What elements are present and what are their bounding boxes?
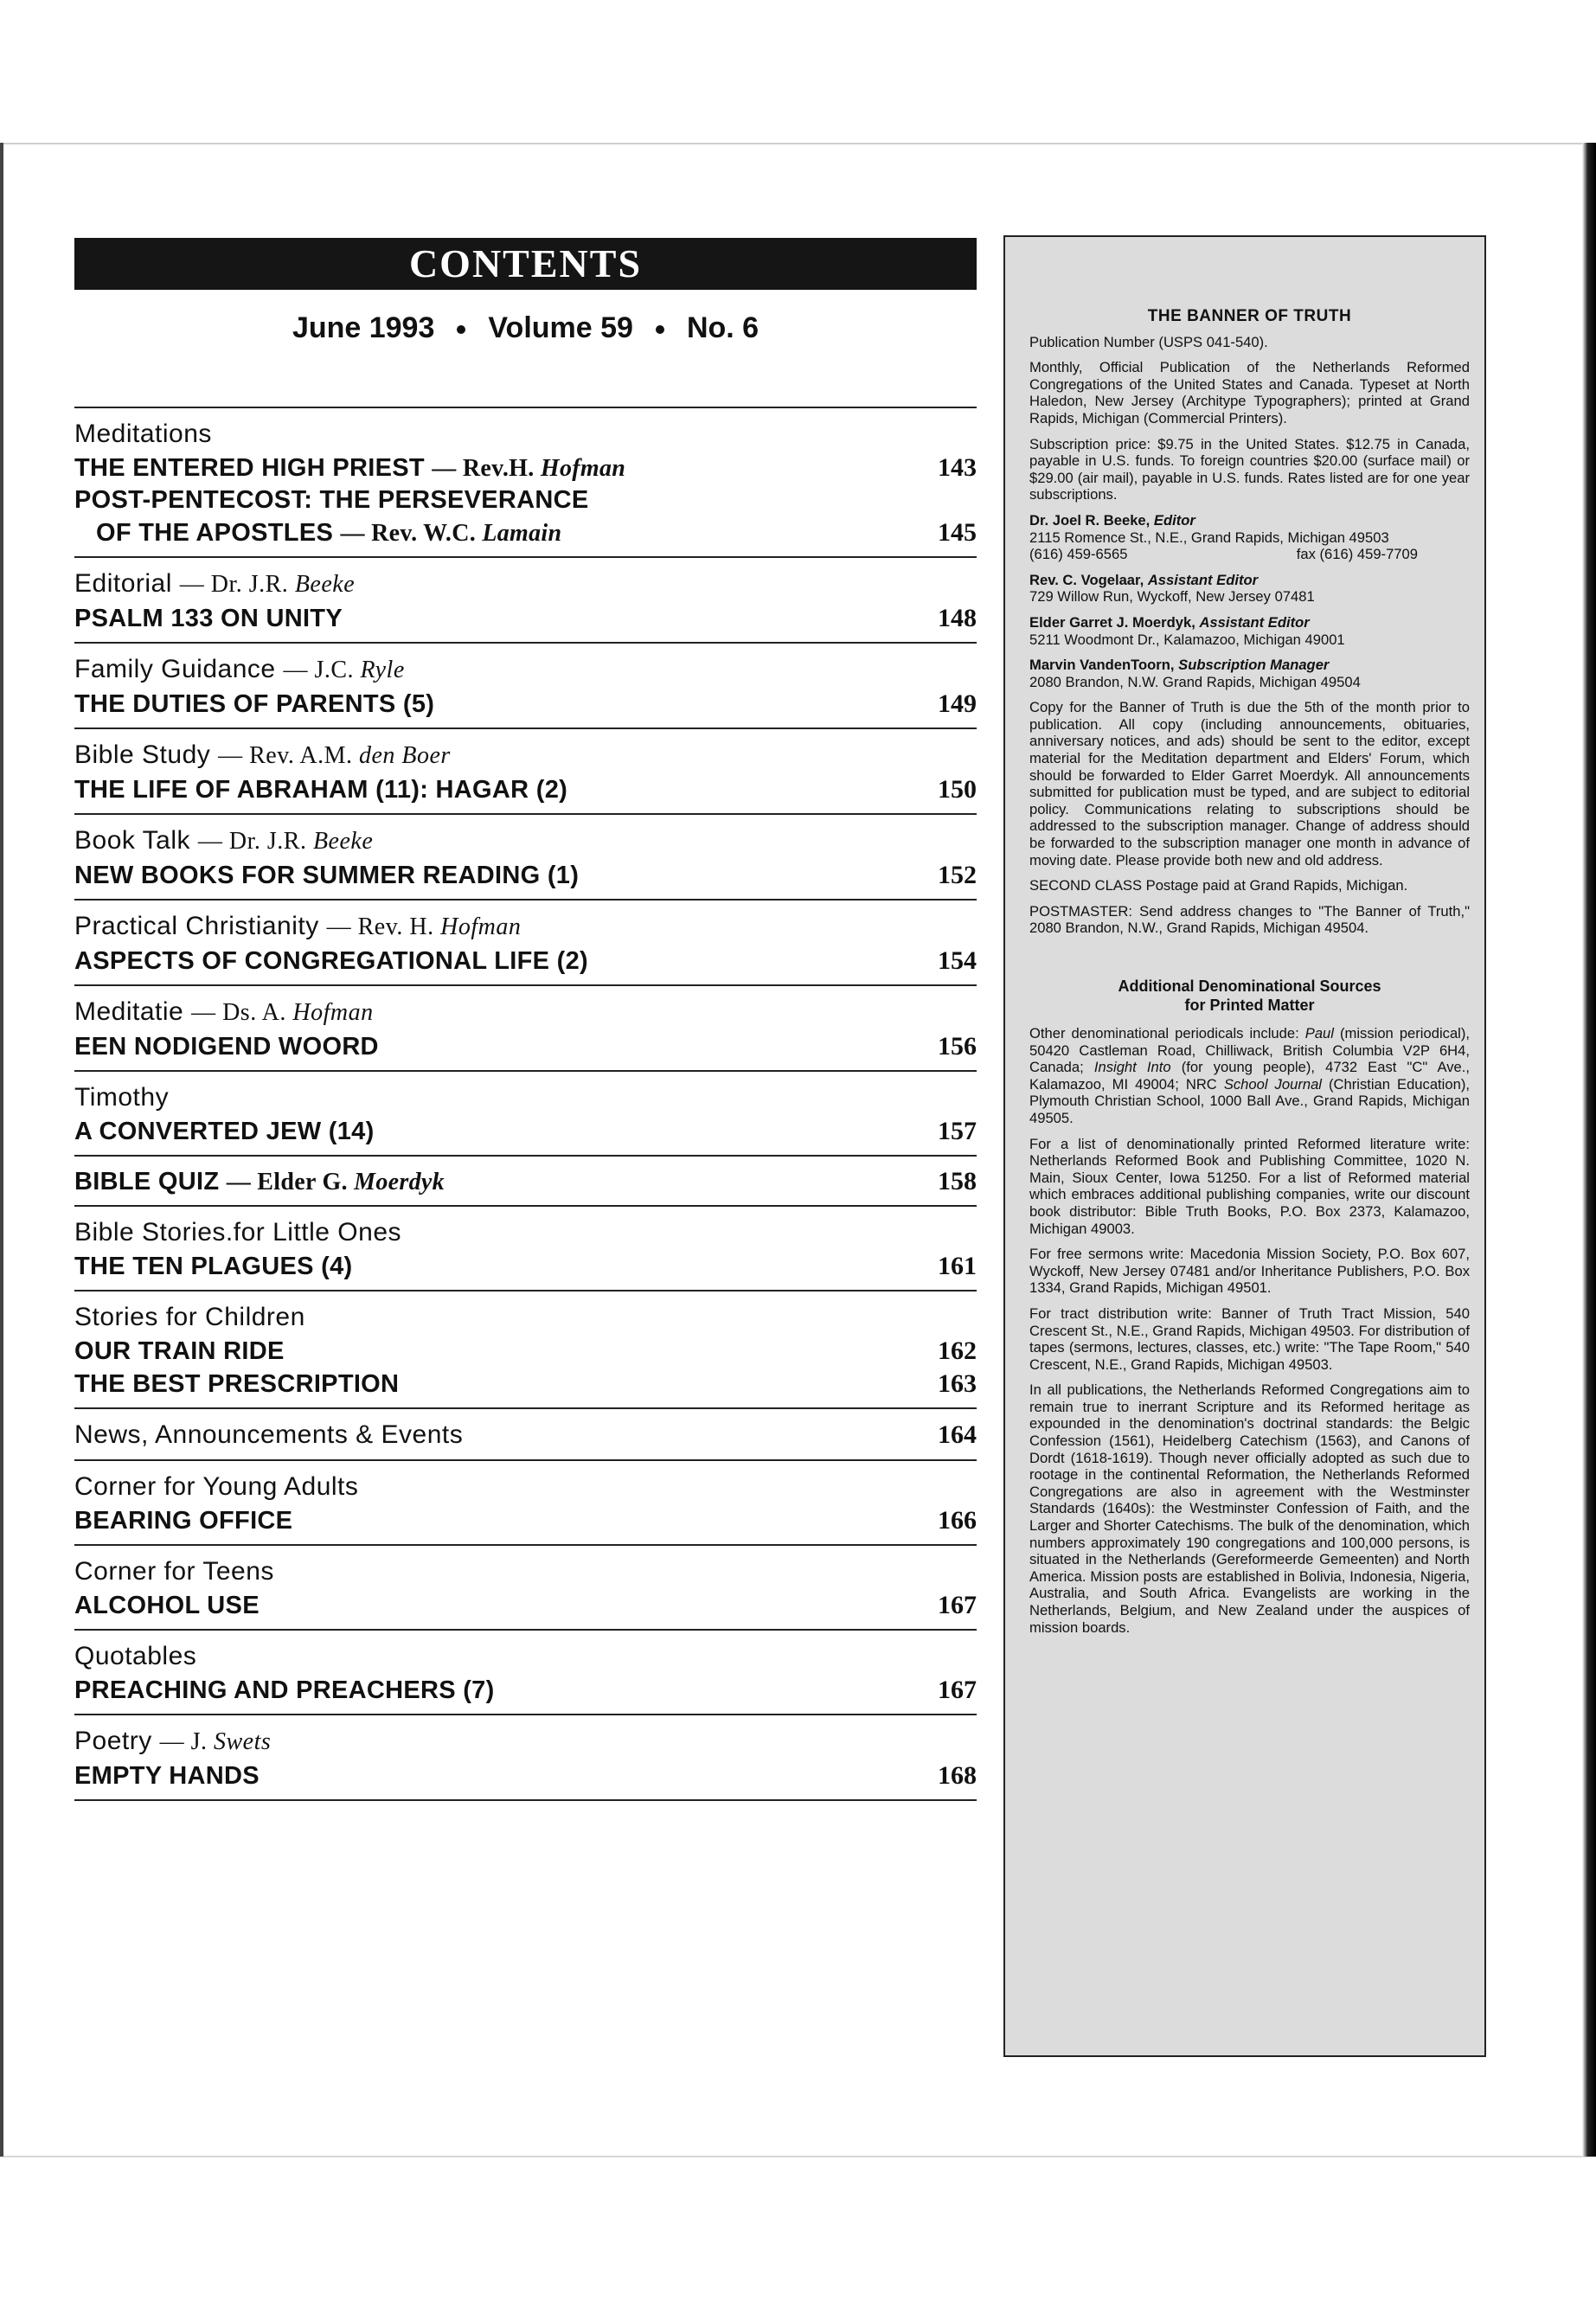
article-title: THE LIFE OF ABRAHAM (11): HAGAR (2) xyxy=(74,776,568,804)
article-title: EEN NODIGEND WOORD xyxy=(74,1033,379,1061)
page-number: 150 xyxy=(938,775,977,804)
article-title: EMPTY HANDS xyxy=(74,1762,260,1790)
postmaster-notice: POSTMASTER: Send address changes to "The Banner of Truth," 2080 Brandon, N.W., Grand Rapids, Michigan 49504. xyxy=(1029,902,1470,937)
toc-row[interactable] xyxy=(74,1589,977,1622)
toc-entry xyxy=(74,1070,977,1155)
section-label: Bible Stories.for Little Ones xyxy=(74,1218,402,1247)
toc-row[interactable] xyxy=(74,1674,977,1707)
toc-entry xyxy=(74,1205,977,1290)
toc-row[interactable] xyxy=(74,1368,977,1400)
page-number: 145 xyxy=(938,518,977,547)
article-title: OUR TRAIN RIDE xyxy=(74,1337,285,1365)
toc-entry xyxy=(74,1290,977,1407)
tracts-info: For tract distribution write: Banner of Truth Tract Mission, 540 Crescent St., N.E., Grand Rapids, Michigan 49503. For distribution of tapes (sermons, lectures, classes, etc.) write: "The Tape Room," 540 Crescent, N.E., Grand Rapids, Michigan 49503. xyxy=(1029,1304,1470,1373)
copy-notice: Copy for the Banner of Truth is due the 5th of the month prior to publication. All copy (including announcements, obituaries, anniversary notices, and ads) should be sent to the editor, except material for the Meditation department and Elders' Forum, which should be forwarded to Elder Garret Moerdyk. All announcements submitted for publication must be typed, and are subject to editorial policy. Communications relating to subscriptions should be addressed to the subscription manager. Change of address should be forwarded to the subscription manager one month in advance of moving date. Please provide both new and old address. xyxy=(1029,699,1470,868)
article-title: THE ENTERED HIGH PRIEST — Rev.H. Hofman xyxy=(74,454,626,482)
page-number: 167 xyxy=(938,1591,977,1619)
article-title: ASPECTS OF CONGREGATIONAL LIFE (2) xyxy=(74,947,588,975)
publication-description: Monthly, Official Publication of the Netherlands Reformed Congregations of the United States and Canada. Typeset at North Haledon, New Jersey (Architype Typographers); printed at Grand Rapids, Michigan (Commercial Printers). xyxy=(1029,359,1470,426)
table-of-contents xyxy=(74,407,977,1801)
doctrinal-statement: In all publications, the Netherlands Reformed Congregations aim to remain true to inerrant Scripture and its Reformed heritage as expounded in the denomination's doctrinal standards: the Belgic Confession (1561), Heidelberg Catechism (1563), and Canons of Dordt (1618-1619). Though never officially adopted as such due to rootage in the continental Reformation, the Netherlands Reformed Congregations are also in agreement with the Westminster Standards (1640s): the Westminster Confession of Faith, and the Larger and Shorter Catechisms. The bulk of the denomination, which numbers approximately 190 congregations and 100,000 persons, is situated in the Netherlands (Gereformeerde Gemeenten) and North America. Mission posts are established in Bolivia, Indonesia, Nigeria, Australia, and South Africa. Evangelists are working in the Netherlands, Belgium, and New Zealand under the auspices of mission boards. xyxy=(1029,1381,1470,1636)
toc-row[interactable] xyxy=(74,773,977,806)
toc-row[interactable] xyxy=(74,452,977,484)
section-label: Stories for Children xyxy=(74,1303,305,1331)
article-title: THE DUTIES OF PARENTS (5) xyxy=(74,690,435,718)
article-title: THE TEN PLAGUES (4) xyxy=(74,1253,353,1280)
toc-row[interactable] xyxy=(74,1250,977,1283)
bullet-icon xyxy=(656,325,664,334)
toc-row[interactable] xyxy=(74,1418,977,1452)
toc-row[interactable] xyxy=(74,859,977,892)
page-number: 167 xyxy=(938,1676,977,1704)
section-label: Editorial — Dr. J.R. Beeke xyxy=(74,569,356,598)
page-number: 168 xyxy=(938,1761,977,1790)
article-title: BIBLE QUIZ — Elder G. Moerdyk xyxy=(74,1168,445,1195)
toc-row[interactable] xyxy=(74,1030,977,1063)
section-label: News, Announcements & Events xyxy=(74,1420,464,1449)
page-top-edge xyxy=(0,143,1596,144)
page-number: 161 xyxy=(938,1252,977,1280)
section-label: Corner for Teens xyxy=(74,1557,274,1586)
toc-entry xyxy=(74,1544,977,1629)
page-right-edge xyxy=(1582,143,1596,2157)
toc-row[interactable] xyxy=(74,1504,977,1537)
page-bottom-edge xyxy=(0,2156,1596,2157)
article-title: NEW BOOKS FOR SUMMER READING (1) xyxy=(74,862,580,889)
page-number: 162 xyxy=(938,1336,977,1365)
toc-row[interactable] xyxy=(74,1335,977,1368)
toc-row[interactable] xyxy=(74,688,977,721)
page-number: 164 xyxy=(938,1420,977,1449)
staff-assistant-editor: Rev. C. Vogelaar, Assistant Editor 729 Willow Run, Wyckoff, New Jersey 07481 xyxy=(1029,571,1315,606)
section-label: Quotables xyxy=(74,1642,197,1670)
sermons-info: For free sermons write: Macedonia Mission Society, P.O. Box 607, Wyckoff, New Jersey 07481 and/or Inheritance Publishers, P.O. Box 1334, Grand Rapids, Michigan 49501. xyxy=(1029,1246,1470,1297)
toc-entry xyxy=(74,984,977,1070)
toc-entry xyxy=(74,899,977,984)
section-label: Family Guidance — J.C. Ryle xyxy=(74,655,405,683)
contents-heading: CONTENTS xyxy=(74,238,977,290)
article-title: PREACHING AND PREACHERS (7) xyxy=(74,1676,495,1704)
toc-entry xyxy=(74,407,977,556)
section-label: Corner for Young Adults xyxy=(74,1472,359,1501)
page-number: 152 xyxy=(938,861,977,889)
page-left-edge xyxy=(0,143,3,2157)
staff-subscription-manager: Marvin VandenToorn, Subscription Manager 2080 Brandon, N.W. Grand Rapids, Michigan 49504 xyxy=(1029,657,1361,690)
toc-entry xyxy=(74,813,977,899)
page-number: 158 xyxy=(938,1167,977,1195)
toc-entry xyxy=(74,1459,977,1544)
article-title: THE BEST PRESCRIPTION xyxy=(74,1370,400,1398)
section-label: Book Talk — Dr. J.R. Beeke xyxy=(74,826,374,855)
toc-row[interactable] xyxy=(74,1165,977,1198)
toc-row[interactable] xyxy=(74,484,977,516)
section-label: Timothy xyxy=(74,1083,170,1112)
toc-entry xyxy=(74,727,977,813)
article-title: PSALM 133 ON UNITY xyxy=(74,605,343,632)
issue-volume: Volume 59 xyxy=(488,311,633,344)
toc-row[interactable] xyxy=(74,1759,977,1792)
toc-row[interactable] xyxy=(74,602,977,635)
section-label: Meditations xyxy=(74,420,212,448)
literature-info: For a list of denominationally printed Reformed literature write: Netherlands Reformed Book and Publishing Committee, 1020 N. Main, Sioux Center, Iowa 51250. For a list of Reformed material which embraces additional publishing companies, write our discount book distributor: Bible Truth Books, P.O. Box 2373, Kalamazoo, Michigan 49003. xyxy=(1029,1135,1470,1237)
article-title: ALCOHOL USE xyxy=(74,1592,260,1619)
page-number: 163 xyxy=(938,1369,977,1398)
toc-entry xyxy=(74,1629,977,1714)
section-label: Bible Study — Rev. A.M. den Boer xyxy=(74,740,451,769)
staff-editor: Dr. Joel R. Beeke, Editor 2115 Romence St., N.E., Grand Rapids, Michigan 49503 (616) 459-6565 fax (616) 459-7709 xyxy=(1029,511,1418,563)
issue-date: June 1993 xyxy=(292,311,435,344)
toc-row[interactable] xyxy=(74,516,977,549)
toc-entry xyxy=(74,1155,977,1205)
section-label: Meditatie — Ds. A. Hofman xyxy=(74,997,374,1026)
periodicals-info: Other denominational periodicals include: Paul (mission periodical), 50420 Castleman Road, Chilliwack, British Columbia V2P 6H4, Canada; Insight Into (for young people), 4732 East "C" Ave., Kalamazoo, MI 49004; NRC School Journal (Christian Education), Plymouth Christian School, 1000 Ball Ave., Grand Rapids, Michigan 49505. xyxy=(1029,1025,1470,1126)
toc-row[interactable] xyxy=(74,945,977,977)
toc-entry xyxy=(74,1407,977,1459)
toc-entry xyxy=(74,642,977,727)
page-number: 143 xyxy=(938,453,977,482)
issue-line xyxy=(74,311,977,345)
section-label: Practical Christianity — Rev. H. Hofman xyxy=(74,912,522,940)
article-title: OF THE APOSTLES — Rev. W.C. Lamain xyxy=(96,519,562,547)
page-number: 154 xyxy=(938,946,977,975)
page-number: 156 xyxy=(938,1032,977,1061)
toc-row[interactable] xyxy=(74,1115,977,1148)
issue-number: No. 6 xyxy=(686,311,760,344)
staff-assistant-editor: Elder Garret J. Moerdyk, Assistant Editor 5211 Woodmont Dr., Kalamazoo, Michigan 49001 xyxy=(1029,613,1345,648)
page-number: 148 xyxy=(938,604,977,632)
toc-entry xyxy=(74,556,977,642)
page-number: 149 xyxy=(938,689,977,718)
toc-entry xyxy=(74,1714,977,1799)
subscription-info: Subscription price: $9.75 in the United States. $12.75 in Canada, payable in U.S. funds. To foreign countries $20.00 (surface mail) or $29.00 (air mail), payable in U.S. funds. Rates listed are for one year subscriptions. xyxy=(1029,435,1470,503)
article-title: A CONVERTED JEW (14) xyxy=(74,1118,375,1145)
article-title: BEARING OFFICE xyxy=(74,1507,293,1535)
publication-number: Publication Number (USPS 041-540). xyxy=(1029,333,1268,350)
masthead-box xyxy=(1003,235,1486,2057)
page-number: 157 xyxy=(938,1117,977,1145)
masthead-title: THE BANNER OF TRUTH xyxy=(1147,307,1352,325)
article-title: POST-PENTECOST: THE PERSEVERANCE xyxy=(74,486,589,514)
bullet-icon xyxy=(457,325,465,334)
page-number: 166 xyxy=(938,1506,977,1535)
divider xyxy=(74,1799,977,1801)
sources-heading: Additional Denominational Sources for Printed Matter xyxy=(1118,977,1381,1014)
postage-notice: SECOND CLASS Postage paid at Grand Rapids, Michigan. xyxy=(1029,877,1408,894)
section-label: Poetry — J. Swets xyxy=(74,1727,272,1755)
